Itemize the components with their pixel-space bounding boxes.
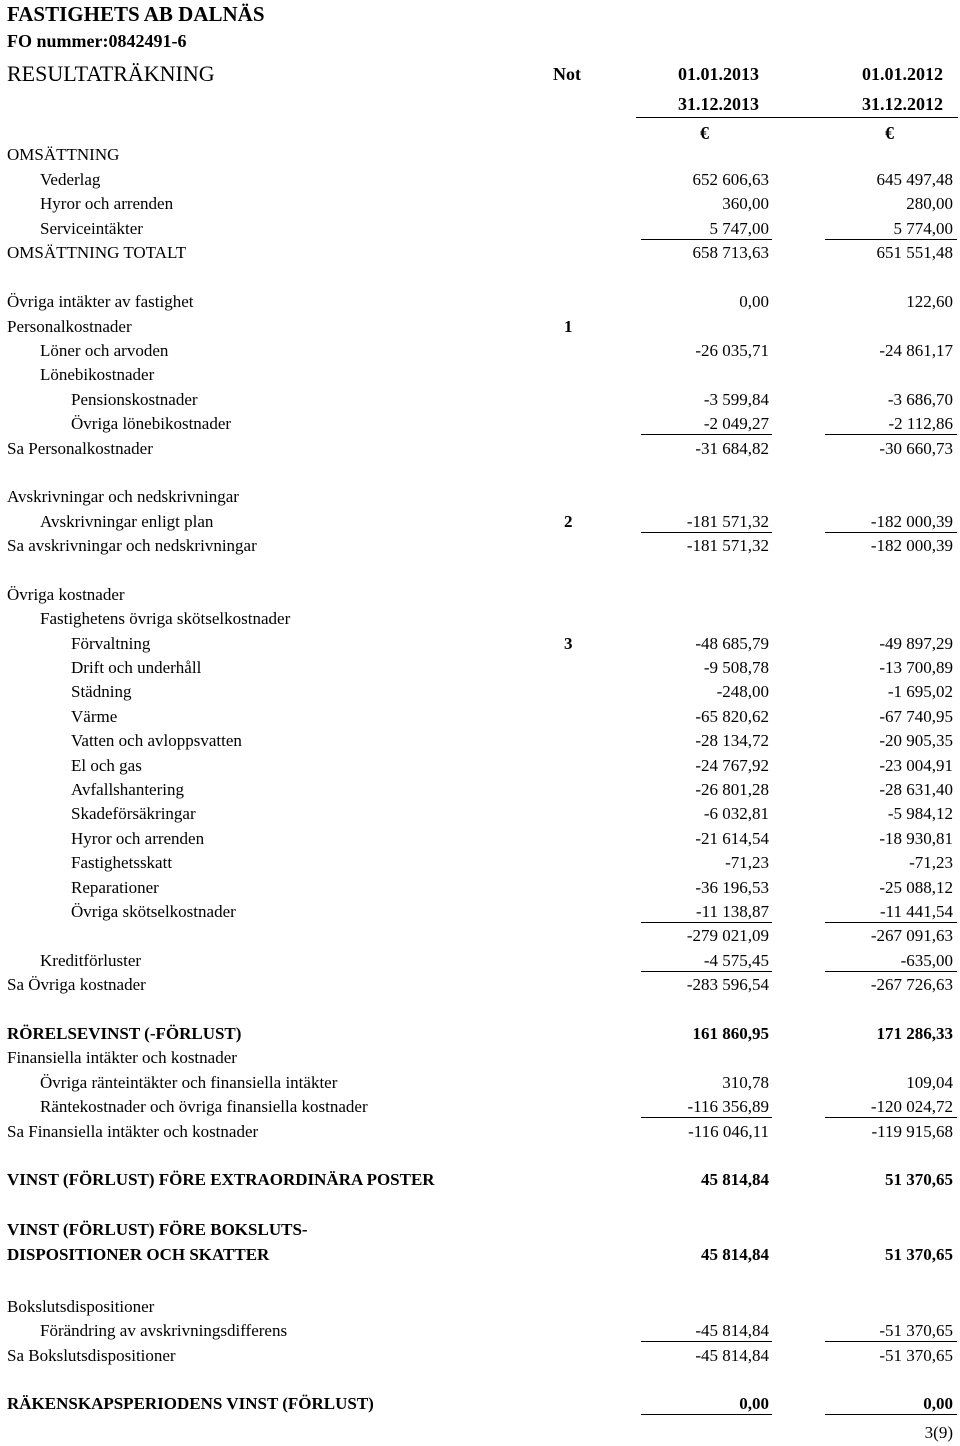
row-label: RÖRELSEVINST (-FÖRLUST)	[7, 1024, 242, 1043]
amount-2013: 0,00	[739, 292, 769, 311]
row-label: Vederlag	[40, 170, 101, 189]
period1-start: 01.01.2013	[678, 64, 759, 84]
amount-2012: -20 905,35	[879, 731, 953, 750]
statement-row	[0, 365, 960, 389]
row-label: RÄKENSKAPSPERIODENS VINST (FÖRLUST)	[7, 1394, 374, 1413]
statement-row	[0, 853, 960, 877]
statement-row	[0, 487, 960, 511]
amount-2013: -71,23	[725, 853, 769, 872]
amount-2012: -182 000,39	[870, 512, 953, 531]
statement-row	[0, 585, 960, 609]
statement-row	[0, 512, 960, 536]
amount-2012: -11 441,54	[879, 902, 953, 921]
amount-2013: -45 814,84	[695, 1346, 769, 1365]
row-label: Pensionskostnader	[71, 390, 198, 409]
statement-row	[0, 878, 960, 902]
note-reference: 1	[564, 317, 573, 336]
row-label: Skadeförsäkringar	[71, 804, 196, 823]
row-label: Övriga intäkter av fastighet	[7, 292, 194, 311]
amount-2013: -283 596,54	[686, 975, 769, 994]
statement-row	[0, 609, 960, 633]
amount-2013: 45 814,84	[701, 1245, 769, 1264]
row-label: Lönebikostnader	[40, 365, 155, 384]
currency-symbol-period2: €	[885, 123, 894, 143]
row-label: Sa Personalkostnader	[7, 439, 153, 458]
amount-2012: -267 726,63	[870, 975, 953, 994]
row-label: OMSÄTTNING TOTALT	[7, 243, 187, 262]
statement-row	[0, 1170, 960, 1194]
amount-2013: -28 134,72	[695, 731, 769, 750]
amount-2013: -26 801,28	[695, 780, 769, 799]
statement-row	[0, 145, 960, 169]
statement-row	[0, 292, 960, 316]
fo-number: FO nummer:0842491-6	[7, 31, 187, 51]
statement-row	[0, 1321, 960, 1345]
subtotal-rule-2013	[641, 922, 772, 923]
statement-row	[0, 1024, 960, 1048]
amount-2013: -36 196,53	[695, 878, 769, 897]
amount-2013: -21 614,54	[695, 829, 769, 848]
row-label: VINST (FÖRLUST) FÖRE BOKSLUTS-	[7, 1220, 308, 1239]
row-label: Hyror och arrenden	[71, 829, 205, 848]
statement-row	[0, 1394, 960, 1418]
subtotal-rule-2013	[641, 239, 772, 240]
amount-2013: 652 606,63	[692, 170, 769, 189]
statement-row	[0, 780, 960, 804]
row-label: Fastighetens övriga skötselkostnader	[40, 609, 291, 628]
statement-row	[0, 1097, 960, 1121]
amount-2013: -24 767,92	[695, 756, 769, 775]
amount-2012: -71,23	[909, 853, 953, 872]
statement-row	[0, 1346, 960, 1370]
row-label: Löner och arvoden	[40, 341, 169, 360]
note-column-header: Not	[553, 64, 581, 84]
amount-2013: -248,00	[716, 682, 769, 701]
amount-2013: -31 684,82	[695, 439, 769, 458]
subtotal-rule-2012	[825, 1341, 957, 1342]
amount-2012: -119 915,68	[871, 1122, 953, 1141]
amount-2012: -51 370,65	[879, 1346, 953, 1365]
subtotal-rule-2013	[641, 971, 772, 972]
statement-row	[0, 902, 960, 926]
row-label: Serviceintäkter	[40, 219, 143, 238]
row-label: Drift och underhåll	[71, 658, 202, 677]
statement-row	[0, 951, 960, 975]
statement-row	[0, 243, 960, 267]
amount-2012: -18 930,81	[879, 829, 953, 848]
subtotal-rule-2012	[825, 239, 957, 240]
amount-2013: -9 508,78	[703, 658, 769, 677]
statement-row	[0, 170, 960, 194]
subtotal-rule-2012	[825, 1117, 957, 1118]
row-label: Övriga lönebikostnader	[71, 414, 232, 433]
amount-2012: -13 700,89	[879, 658, 953, 677]
subtotal-rule-2013	[641, 1117, 772, 1118]
amount-2013: 161 860,95	[692, 1024, 769, 1043]
statement-row	[0, 975, 960, 999]
row-label: Sa avskrivningar och nedskrivningar	[7, 536, 257, 555]
amount-2012: -49 897,29	[879, 634, 953, 653]
currency-symbol-period1: €	[700, 123, 709, 143]
amount-2012: -1 695,02	[887, 682, 953, 701]
amount-2013: -48 685,79	[695, 634, 769, 653]
amount-2013: 45 814,84	[701, 1170, 769, 1189]
statement-row	[0, 926, 960, 950]
statement-row	[0, 341, 960, 365]
amount-2013: 0,00	[739, 1394, 769, 1413]
statement-row	[0, 194, 960, 218]
row-label: Sa Finansiella intäkter och kostnader	[7, 1122, 259, 1141]
row-label: OMSÄTTNING	[7, 145, 120, 164]
statement-row	[0, 1245, 960, 1269]
statement-row	[0, 658, 960, 682]
amount-2012: 651 551,48	[876, 243, 953, 262]
amount-2012: -67 740,95	[879, 707, 953, 726]
row-label: Personalkostnader	[7, 317, 132, 336]
row-label: Fastighetsskatt	[71, 853, 173, 872]
amount-2013: 5 747,00	[709, 219, 769, 238]
row-label: Sa Bokslutsdispositioner	[7, 1346, 176, 1365]
amount-2012: -28 631,40	[879, 780, 953, 799]
row-label: Kreditförluster	[40, 951, 142, 970]
row-label: Avfallshantering	[71, 780, 184, 799]
amount-2013: -116 356,89	[687, 1097, 769, 1116]
statement-row	[0, 219, 960, 243]
amount-2012: -51 370,65	[879, 1321, 953, 1340]
amount-2013: -26 035,71	[695, 341, 769, 360]
amount-2013: -2 049,27	[703, 414, 769, 433]
period2-end: 31.12.2012	[862, 94, 943, 114]
amount-2013: -65 820,62	[695, 707, 769, 726]
amount-2013: -4 575,45	[703, 951, 769, 970]
amount-2013: -6 032,81	[703, 804, 769, 823]
amount-2013: -45 814,84	[695, 1321, 769, 1340]
row-label: Sa Övriga kostnader	[7, 975, 146, 994]
amount-2013: 360,00	[722, 194, 769, 213]
statement-row	[0, 1073, 960, 1097]
subtotal-rule-2012	[825, 922, 957, 923]
statement-row	[0, 731, 960, 755]
subtotal-rule-2012	[825, 532, 957, 533]
row-label: Städning	[71, 682, 132, 701]
row-label: Bokslutsdispositioner	[7, 1297, 155, 1316]
statement-row	[0, 634, 960, 658]
amount-2012: -3 686,70	[887, 390, 953, 409]
statement-row	[0, 414, 960, 438]
amount-2012: 122,60	[906, 292, 953, 311]
amount-2012: -120 024,72	[870, 1097, 953, 1116]
amount-2012: -2 112,86	[888, 414, 953, 433]
amount-2013: 658 713,63	[692, 243, 769, 262]
row-label: Avskrivningar och nedskrivningar	[7, 487, 239, 506]
row-label-continued: DISPOSITIONER OCH SKATTER	[7, 1245, 270, 1264]
amount-2013: -11 138,87	[695, 902, 769, 921]
statement-row	[0, 390, 960, 414]
subtotal-rule-2012	[825, 971, 957, 972]
subtotal-rule-2013	[641, 1341, 772, 1342]
row-label: VINST (FÖRLUST) FÖRE EXTRAORDINÄRA POSTER	[7, 1170, 435, 1189]
row-label: Övriga ränteintäkter och finansiella intäkter	[40, 1073, 338, 1092]
amount-2012: -30 660,73	[879, 439, 953, 458]
subtotal-rule-2013	[641, 532, 772, 533]
row-label: Övriga kostnader	[7, 585, 125, 604]
row-label: El och gas	[71, 756, 142, 775]
note-reference: 3	[564, 634, 573, 653]
amount-2013: 310,78	[722, 1073, 769, 1092]
statement-row	[0, 756, 960, 780]
row-label: Förändring av avskrivningsdifferens	[40, 1321, 288, 1340]
row-label: Avskrivningar enligt plan	[40, 512, 214, 531]
amount-2012: -24 861,17	[879, 341, 953, 360]
subtotal-rule-2012	[825, 1414, 957, 1415]
amount-2012: -267 091,63	[870, 926, 953, 945]
statement-row	[0, 439, 960, 463]
amount-2012: 280,00	[906, 194, 953, 213]
period1-end: 31.12.2013	[678, 94, 759, 114]
row-label: Finansiella intäkter och kostnader	[7, 1048, 237, 1067]
subtotal-rule-2012	[825, 434, 957, 435]
statement-row	[0, 804, 960, 828]
statement-row	[0, 1048, 960, 1072]
page-number: 3(9)	[924, 1423, 953, 1442]
row-label: Förvaltning	[71, 634, 151, 653]
row-label: Vatten och avloppsvatten	[71, 731, 242, 750]
statement-row	[0, 1122, 960, 1146]
statement-row	[0, 682, 960, 706]
period2-start: 01.01.2012	[862, 64, 943, 84]
row-label: Värme	[71, 707, 118, 726]
amount-2013: -279 021,09	[686, 926, 769, 945]
amount-2013: -3 599,84	[703, 390, 769, 409]
amount-2012: -5 984,12	[887, 804, 953, 823]
statement-row	[0, 536, 960, 560]
amount-2013: -116 046,11	[688, 1122, 769, 1141]
amount-2013: -181 571,32	[686, 512, 769, 531]
row-label: Reparationer	[71, 878, 159, 897]
statement-row	[0, 707, 960, 731]
amount-2012: -182 000,39	[870, 536, 953, 555]
row-label: Hyror och arrenden	[40, 194, 174, 213]
amount-2012: 0,00	[923, 1394, 953, 1413]
subtotal-rule-2013	[641, 1414, 772, 1415]
amount-2012: 51 370,65	[885, 1245, 953, 1264]
note-reference: 2	[564, 512, 573, 531]
row-label: Övriga skötselkostnader	[71, 902, 236, 921]
amount-2012: 5 774,00	[893, 219, 953, 238]
amount-2012: 51 370,65	[885, 1170, 953, 1189]
amount-2012: -25 088,12	[879, 878, 953, 897]
statement-row	[0, 829, 960, 853]
amount-2012: -635,00	[900, 951, 953, 970]
statement-row	[0, 317, 960, 341]
amount-2013: -181 571,32	[686, 536, 769, 555]
subtotal-rule-2013	[641, 434, 772, 435]
company-name: FASTIGHETS AB DALNÄS	[7, 2, 265, 26]
row-label: Räntekostnader och övriga finansiella kostnader	[40, 1097, 368, 1116]
amount-2012: 645 497,48	[876, 170, 953, 189]
amount-2012: 171 286,33	[876, 1024, 953, 1043]
statement-row	[0, 1297, 960, 1321]
page-title: RESULTATRÄKNING	[7, 61, 215, 86]
amount-2012: 109,04	[906, 1073, 953, 1092]
amount-2012: -23 004,91	[879, 756, 953, 775]
